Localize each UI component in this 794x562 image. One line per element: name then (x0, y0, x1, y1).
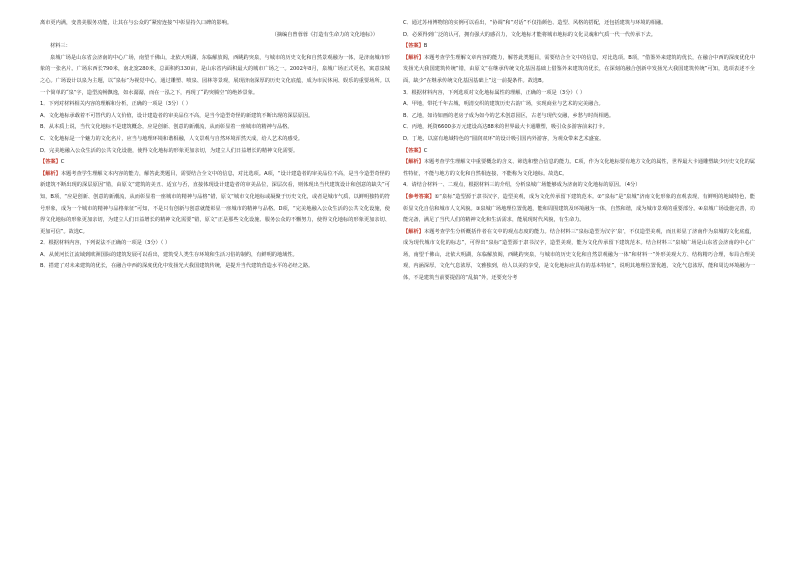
question-4-reference-answer (403, 192, 755, 227)
source-citation: （摘编自曾蓉蓉《打造有生命力的文化地标》） (271, 31, 378, 38)
question-2-stem: 2．根据材料内容，下列说法不正确的一项是（3分）（ ） (40, 240, 171, 247)
left-column (40, 18, 390, 273)
question-2-analysis (403, 53, 755, 88)
answer-value: C (423, 147, 428, 154)
material-heading: 材料三： (50, 43, 71, 50)
analysis-label: 【解析】 (403, 228, 424, 235)
question-2-option-a: A．从黄河长江流域到欧洲国际的建筑发展可以看出，建筑受人类生存环境和生活习俗的制约，有鲜明的地域性。 (40, 251, 298, 258)
question-2-option-d: D．必须得到广泛的认可，拥有强大的感召力，文化地标才能将城市地标的文化灵魂和气质一代一代传承下去。 (403, 31, 656, 38)
question-1-option-d: D．完美地融入公众生活的公共文化设施，使得文化地标的形象更加亲切，为建立人们日益增长的精神文化需要。 (40, 147, 299, 154)
question-2-answer (403, 41, 755, 53)
question-3-answer (403, 146, 755, 158)
material-text: 泉城广场是山东省会济南的中心广场，南望千佛山，北依大明湖，东临解放阁，西眺趵突泉，与城市的历史文化和自然景观融为一体，是济南城市形象的一张名片。广场东西长790米，南北宽280米，总面积约330亩，是山东省内面积最大的城市广场之一。2002年8月，泉城广场正式更名，寓意泉城之心。广场设计以泉为主题，以“泉标”为视觉中心，通过雕塑、喷泉、园林等景观，展现济南深厚的历史文化底蕴，成为市民休闲、娱乐的重要场所。以一个简单的“泉”字，造型流畅飘逸，如水潺潺，而在一泓之下，再现了“趵突腾空”的绝妙景象。 (40, 54, 390, 96)
question-1-option-b: B．从本质上说，当代文化地标不是建筑概念，应是创新、创意的新潮流，从而彰显着一座城市的精神与品格。 (40, 124, 293, 131)
analysis-text: 本题考查学生理解文本内容的能力，解答此类题目，需要结合全文中的信息，对比选项。A项，“设计建造者的审美品位不高，是当今造型奇怪的新建筑不断出现的深层原因”错，由原文“建筑的美丑、适宜与否，直接体现设计建造者的审美品位，深层次看，则体现出当代建筑设计和创意的缺失”可知，B项，“应是创新、创意的新潮流，从而彰显着一座城市的精神与品格”错，原文“城市文化地标或凝聚于历史文化，或者是城市气质，以鲜明独特的符号形象，成为一个城市的精神与品格象征”可知，不是只有创新与创意就能彰显一座城市的精神与品格。D项，“完美地融入公众生活的公共文化设施，使得文化地标的形象更加亲切，为建立人们日益增长的精神文化需要”错，原文“正是那些文化设施、服务公众的不懈努力，使得文化地标的形象更加亲切、更加可信”。故选C。 (40, 170, 390, 235)
question-2-option-c: C．通过苏州博物馆的实例可以看出，“协调”和“对话”不仅指颜色、造型、风格的搭配，还包括建筑与环境的相融。 (403, 20, 667, 26)
question-4-analysis (403, 227, 755, 285)
analysis-text: 本题考查学生理解文章内容的能力，解答此类题目，需要结合全文中的信息，对比选项。B项，“借鉴外来建筑的优长，在融合中西的深度优化中发扬光大我国建筑传统”错，由原文“在继承传统文化基因基础上借鉴外来建筑的优长，在深刻的融合创新中发扬光大我国建筑传统”可知，选项表述不全面，缺少“在继承传统文化基因基础上”这一前提条件。故选B。 (403, 54, 755, 84)
question-2-option-b: B．搭建了对未来建筑的优长，在融合中西的深度优化中发扬光大我国建筑传统，是提升当代建筑营造水平的必经之路。 (40, 263, 314, 270)
question-3-option-c: C．丙地，耗资6600多万元建设高达88米的世界最大卡通雕塑，吸引众多游客前来打卡。 (403, 124, 608, 131)
answer-label: 【答案】 (403, 147, 424, 154)
answer-value: C (60, 159, 65, 166)
analysis-label: 【解析】 (40, 170, 61, 177)
question-1-option-c: C．文化地标是一个魅力的文化名片，应当与地理环境和谐相融，人文景观与自然环境浑然天成，给人艺术的感受。 (40, 135, 303, 142)
right-column (403, 18, 755, 285)
question-1-answer (40, 157, 390, 169)
question-1-analysis (40, 169, 390, 239)
answer-value: B (423, 43, 428, 50)
reference-text: ①“泉标”造型源于隶书汉字，造型美观，成为文化传承留下建筑范本。②“泉标”是“泉城”济南文化形象的直观表现，有鲜明的地域特色，能彰显文化自信和城市人文风貌。③泉城广场地理位置优越，能和周围建筑及环境融为一体，自然和谐，成为城市景观的重要部分。④泉城广场设施完善，功能完备，满足了当代人们的精神文化和生活需求，能展现时代风貌，有生命力。 (403, 193, 755, 224)
question-3-option-a: A．甲地，带托千年古城，明清交织的建筑历史古韵广场，实现商业与艺术的完美融合。 (403, 101, 604, 108)
answer-label: 【答案】 (40, 159, 61, 166)
question-3-analysis (403, 157, 755, 180)
question-1-stem: 1．下列对材料相关内容的理解和分析，正确的一项是（3分）（ ） (40, 101, 191, 108)
question-3-option-b: B．乙地，如诗如画的老房子成为如今的艺术创意园区，古老与现代交融，乡愁与时尚相遇。 (403, 112, 615, 119)
question-3-stem: 3．根据材料内容，下列选项对文化地标属性的理解，正确的一项是（3分）（ ） (403, 89, 586, 96)
question-3-option-d: D．丁地，以富有地域特色的“圆润双环”的设计吸引国内外游客，为观众带来艺术盛宴。 (403, 135, 605, 142)
analysis-label: 【解析】 (403, 54, 424, 61)
reference-label: 【参考答案】 (403, 193, 435, 200)
analysis-label: 【解析】 (403, 159, 424, 166)
question-4-stem: 4．请结合材料一、二观点，根据材料三的介绍，分析泉城广场能够成为济南的文化地标的原因。（4分） (403, 182, 641, 189)
question-1-option-a: A．文化地标承载着不可替代的人文价值，设计建造者的审美品位不高，是当今造型奇怪的新建筑不断出现的深层原因。 (40, 112, 314, 119)
analysis-text: 本题考查学生理解文中重要概念的含义、筛选和整合信息的能力。C项，作为文化地标要有地方文化的属性，世界最大卡通雕塑缺少历史文化的属性特征，不能与地方的文化和自然相连接，不能称为文化地标。故选C。 (403, 159, 755, 177)
answer-label: 【答案】 (403, 43, 424, 50)
analysis-text: 本题考查学生分析概括作者在文中的观点态度的能力。结合材料三“泉标造型为汉字‘泉’，不仅造型美观，而且彰显了济南作为泉城的文化底蕴，成为现代城市文化的标志”，可得出“泉标”造型源于隶书汉字，造型美观，能为文化传承留下建筑范本。结合材料三“泉城广场是山东省会济南的中心广场，南望千佛山，北依大明湖，东临解放阁，西眺趵突泉，与城市的历史文化和自然景观融为一体”和材料一“外形美观大方、结构精巧合理，布局合理美观，内涵深厚，文化气息浓厚，文雅独到，给人以美的享受，是文化地标应具有的基本特征”，说明其地理位置优越，文化气息浓厚，能和周边环境融为一体，不是建筑当前要提倡的“乱搞”外，还要充分考 (403, 228, 755, 282)
text-paragraph: 离市更内满，变善美服务功能，让其在与公众的“紧密连接”中彰显持久口碑的影响。 (40, 20, 233, 26)
